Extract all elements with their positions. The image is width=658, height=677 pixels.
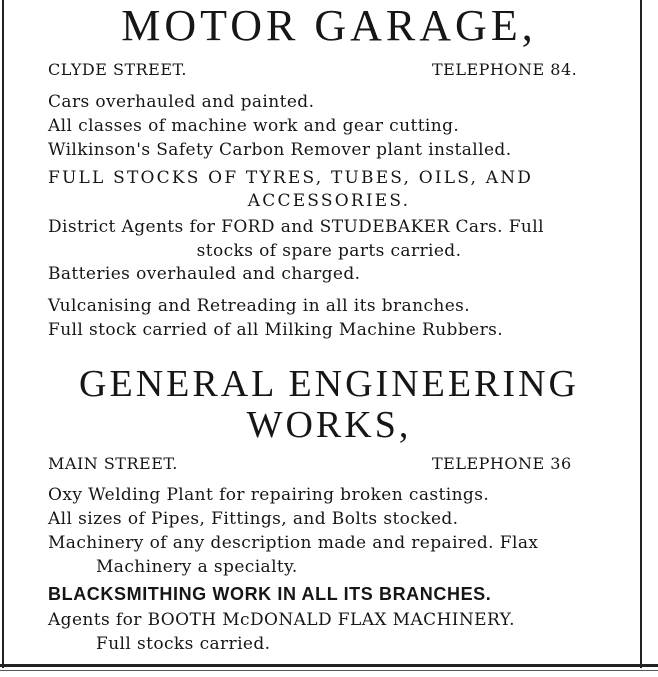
- garage-line-7: stocks of spare parts carried.: [196, 241, 462, 261]
- engineering-line-6: Agents for BOOTH McDONALD FLAX MACHINERY.: [48, 610, 515, 630]
- engineering-telephone: TELEPHONE 36: [432, 454, 572, 473]
- right-border-rule: [640, 0, 642, 668]
- motor-garage-address: CLYDE STREET.: [48, 60, 187, 79]
- garage-line-5: ACCESSORIES.: [247, 191, 411, 211]
- bottom-border-rule-thin: [0, 670, 658, 671]
- engineering-line-4: Machinery a specialty.: [96, 557, 298, 577]
- engineering-address: MAIN STREET.: [48, 454, 178, 473]
- bottom-border-rule: [0, 664, 658, 667]
- garage-line-8: Batteries overhauled and charged.: [48, 264, 361, 284]
- left-border-rule: [2, 0, 4, 668]
- garage-line-4: FULL STOCKS OF TYRES, TUBES, OILS, AND: [48, 168, 534, 188]
- garage-line-10: Full stock carried of all Milking Machine Rubbers.: [48, 320, 504, 340]
- motor-garage-title: MOTOR GARAGE,: [121, 1, 537, 50]
- motor-garage-telephone: TELEPHONE 84.: [432, 60, 578, 79]
- garage-line-2: All classes of machine work and gear cutting.: [48, 116, 460, 136]
- garage-line-3: Wilkinson's Safety Carbon Remover plant installed.: [48, 140, 512, 160]
- garage-line-9: Vulcanising and Retreading in all its branches.: [48, 296, 471, 316]
- engineering-line-3: Machinery of any description made and repaired. Flax: [48, 533, 539, 553]
- engineering-line-1: Oxy Welding Plant for repairing broken castings.: [48, 485, 490, 505]
- engineering-blacksmithing-line: BLACKSMITHING WORK IN ALL ITS BRANCHES.: [48, 584, 492, 604]
- engineering-title-line2: WORKS,: [246, 404, 412, 446]
- engineering-line-7: Full stocks carried.: [96, 634, 271, 654]
- garage-line-1: Cars overhauled and painted.: [48, 92, 315, 112]
- engineering-title-line1: GENERAL ENGINEERING: [79, 363, 579, 405]
- engineering-line-2: All sizes of Pipes, Fittings, and Bolts stocked.: [48, 509, 459, 529]
- garage-line-6: District Agents for FORD and STUDEBAKER Cars. Full: [48, 217, 544, 237]
